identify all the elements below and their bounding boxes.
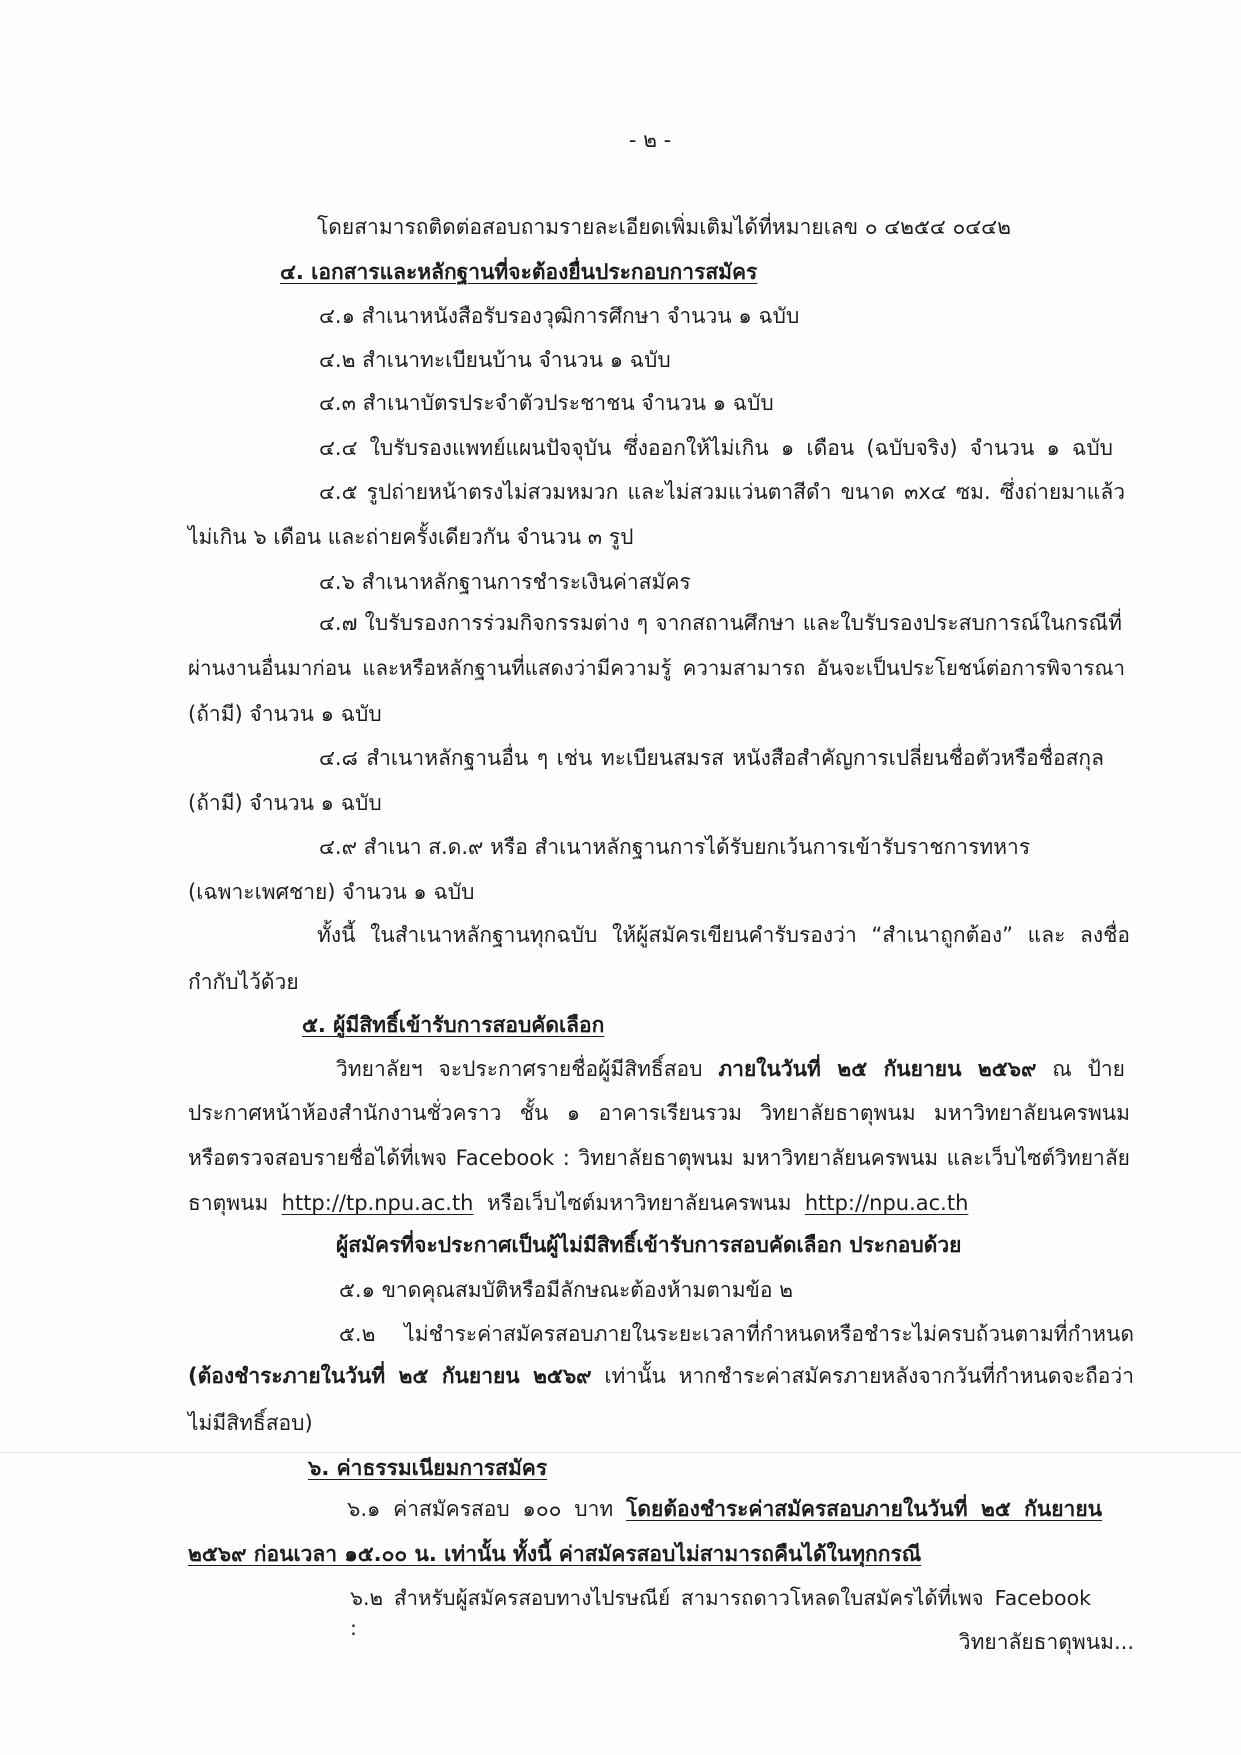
payment-deadline-condition: เท่านั้น หากชำระค่าสมัครภายหลังจากวันที่กำหนดจะถือว่า	[604, 1364, 1134, 1388]
announcement-line-1	[336, 1054, 1125, 1084]
ineligible-heading-text: ผู้สมัครที่จะประกาศเป็นผู้ไม่มีสิทธิ์เข้ารับการสอบคัดเลือก ประกอบด้วย	[336, 1233, 962, 1257]
announcement-date: ภายในวันที่ ๒๕ กันยายน ๒๕๖๙	[718, 1057, 1037, 1081]
section-6-heading-text: ๖. ค่าธรรมเนียมการสมัคร	[308, 1456, 548, 1480]
continuation-catchword: วิทยาลัยธาตุพนม...	[958, 1630, 1134, 1654]
item-4-7-line-2: ผ่านงานอื่นมาก่อน และหรือหลักฐานที่แสดงว่ามีความรู้ ความสามารถ อันจะเป็นประโยชน์ต่อการพิจารณา	[188, 656, 1125, 680]
item-5-2-line-2	[188, 1361, 1134, 1391]
item-4-7-line-3: (ถ้ามี) จำนวน ๑ ฉบับ	[188, 702, 382, 726]
item-4-9-line-1: ๔.๙ สำเนา ส.ด.๙ หรือ สำเนาหลักฐานการได้รับยกเว้นการเข้ารับราชการทหาร	[319, 835, 1031, 859]
fee-non-refundable-notice: ๒๕๖๙ ก่อนเวลา ๑๕.๐๐ น. เท่านั้น ทั้งนี้ ค่าสมัครสอบไม่สามารถคืนได้ในทุกกรณี	[188, 1542, 922, 1566]
contact-line: โดยสามารถติดต่อสอบถามรายละเอียดเพิ่มเติมได้ที่หมายเลข ๐ ๔๒๕๔ ๐๔๔๒	[317, 215, 1011, 239]
section-4-note-line-1: ทั้งนี้ ในสำเนาหลักฐานทุกฉบับ ให้ผู้สมัครเขียนคำรับรองว่า “สำเนาถูกต้อง” และ ลงชื่อ	[317, 923, 1130, 947]
section-4-note-line-2: กำกับไว้ด้วย	[188, 970, 299, 994]
college-website-link[interactable]: http://tp.npu.ac.th	[281, 1191, 474, 1215]
item-6-1-line-2	[188, 1539, 1134, 1569]
announcement-college-label: ธาตุพนม	[188, 1191, 269, 1215]
fee-payment-deadline: โดยต้องชำระค่าสมัครสอบภายในวันที่ ๒๕ กันยายน	[626, 1497, 1102, 1521]
item-4-4: ๔.๔ ใบรับรองแพทย์แผนปัจจุบัน ซึ่งออกให้ไม่เกิน ๑ เดือน (ฉบับจริง) จำนวน ๑ ฉบับ	[319, 436, 1113, 460]
section-4-heading	[280, 257, 1134, 287]
item-4-5-line-1: ๔.๕ รูปถ่ายหน้าตรงไม่สวมหมวก และไม่สวมแว่นตาสีดำ ขนาด ๓x๔ ซม. ซึ่งถ่ายมาแล้ว	[319, 480, 1125, 504]
section-5-heading	[302, 1010, 1134, 1040]
item-4-1: ๔.๑ สำเนาหนังสือรับรองวุฒิการศึกษา จำนวน ๑ ฉบับ	[319, 304, 800, 328]
section-6-heading	[308, 1453, 1134, 1483]
announcement-location: ณ ป้าย	[1052, 1057, 1125, 1081]
item-5-2-line-1: ๕.๒ ไม่ชำระค่าสมัครสอบภายในระยะเวลาที่กำหนดหรือชำระไม่ครบถ้วนตามที่กำหนด	[339, 1322, 1134, 1346]
payment-deadline: (ต้องชำระภายในวันที่ ๒๕ กันยายน ๒๕๖๙	[188, 1364, 592, 1388]
item-6-1-line-1	[347, 1494, 1102, 1524]
announcement-line-2: ประกาศหน้าห้องสำนักงานชั่วคราว ชั้น ๑ อาคารเรียนรวม วิทยาลัยธาตุพนม มหาวิทยาลัยนครพนม	[188, 1101, 1130, 1125]
page-number: - ๒ -	[628, 128, 672, 152]
item-4-8-line-2: (ถ้ามี) จำนวน ๑ ฉบับ	[188, 791, 382, 815]
announcement-line-4	[188, 1188, 1134, 1218]
item-5-1: ๕.๑ ขาดคุณสมบัติหรือมีลักษณะต้องห้ามตามข้อ ๒	[339, 1278, 794, 1302]
item-4-3: ๔.๓ สำเนาบัตรประจำตัวประชาชน จำนวน ๑ ฉบับ	[319, 391, 774, 415]
item-4-8-line-1: ๔.๘ สำเนาหลักฐานอื่น ๆ เช่น ทะเบียนสมรส หนังสือสำคัญการเปลี่ยนชื่อตัวหรือชื่อสกุล	[319, 746, 1104, 770]
item-4-9-line-2: (เฉพาะเพศชาย) จำนวน ๑ ฉบับ	[188, 880, 475, 904]
item-4-6: ๔.๖ สำเนาหลักฐานการชำระเงินค่าสมัคร	[319, 570, 691, 594]
application-fee: ๖.๑ ค่าสมัครสอบ ๑๐๐ บาท	[347, 1497, 614, 1521]
announcement-line-3: หรือตรวจสอบรายชื่อได้ที่เพจ Facebook : วิทยาลัยธาตุพนม มหาวิทยาลัยนครพนม และเว็บไซต์วิทยาลัย	[188, 1146, 1130, 1170]
section-5-heading-text: ๕. ผู้มีสิทธิ์เข้ารับการสอบคัดเลือก	[302, 1013, 605, 1037]
university-website-link[interactable]: http://npu.ac.th	[804, 1191, 969, 1215]
announcement-university-label: หรือเว็บไซต์มหาวิทยาลัยนครพนม	[486, 1191, 792, 1215]
item-4-5-line-2: ไม่เกิน ๖ เดือน และถ่ายครั้งเดียวกัน จำนวน ๓ รูป	[188, 525, 634, 549]
item-4-7-line-1: ๔.๗ ใบรับรองการร่วมกิจกรรมต่าง ๆ จากสถานศึกษา และใบรับรองประสบการณ์ในกรณีที่	[319, 611, 1122, 635]
announcement-intro: วิทยาลัยฯ จะประกาศรายชื่อผู้มีสิทธิ์สอบ	[336, 1057, 703, 1081]
item-4-2: ๔.๒ สำเนาทะเบียนบ้าน จำนวน ๑ ฉบับ	[319, 348, 671, 372]
item-5-2-line-3: ไม่มีสิทธิ์สอบ)	[188, 1411, 313, 1435]
section-4-heading-text: ๔. เอกสารและหลักฐานที่จะต้องยื่นประกอบการสมัคร	[280, 260, 758, 284]
item-6-2: ๖.๒ สำหรับผู้สมัครสอบทางไปรษณีย์ สามารถดาวโหลดใบสมัครได้ที่เพจ Facebook :	[350, 1586, 1091, 1640]
ineligible-heading	[336, 1230, 1134, 1260]
